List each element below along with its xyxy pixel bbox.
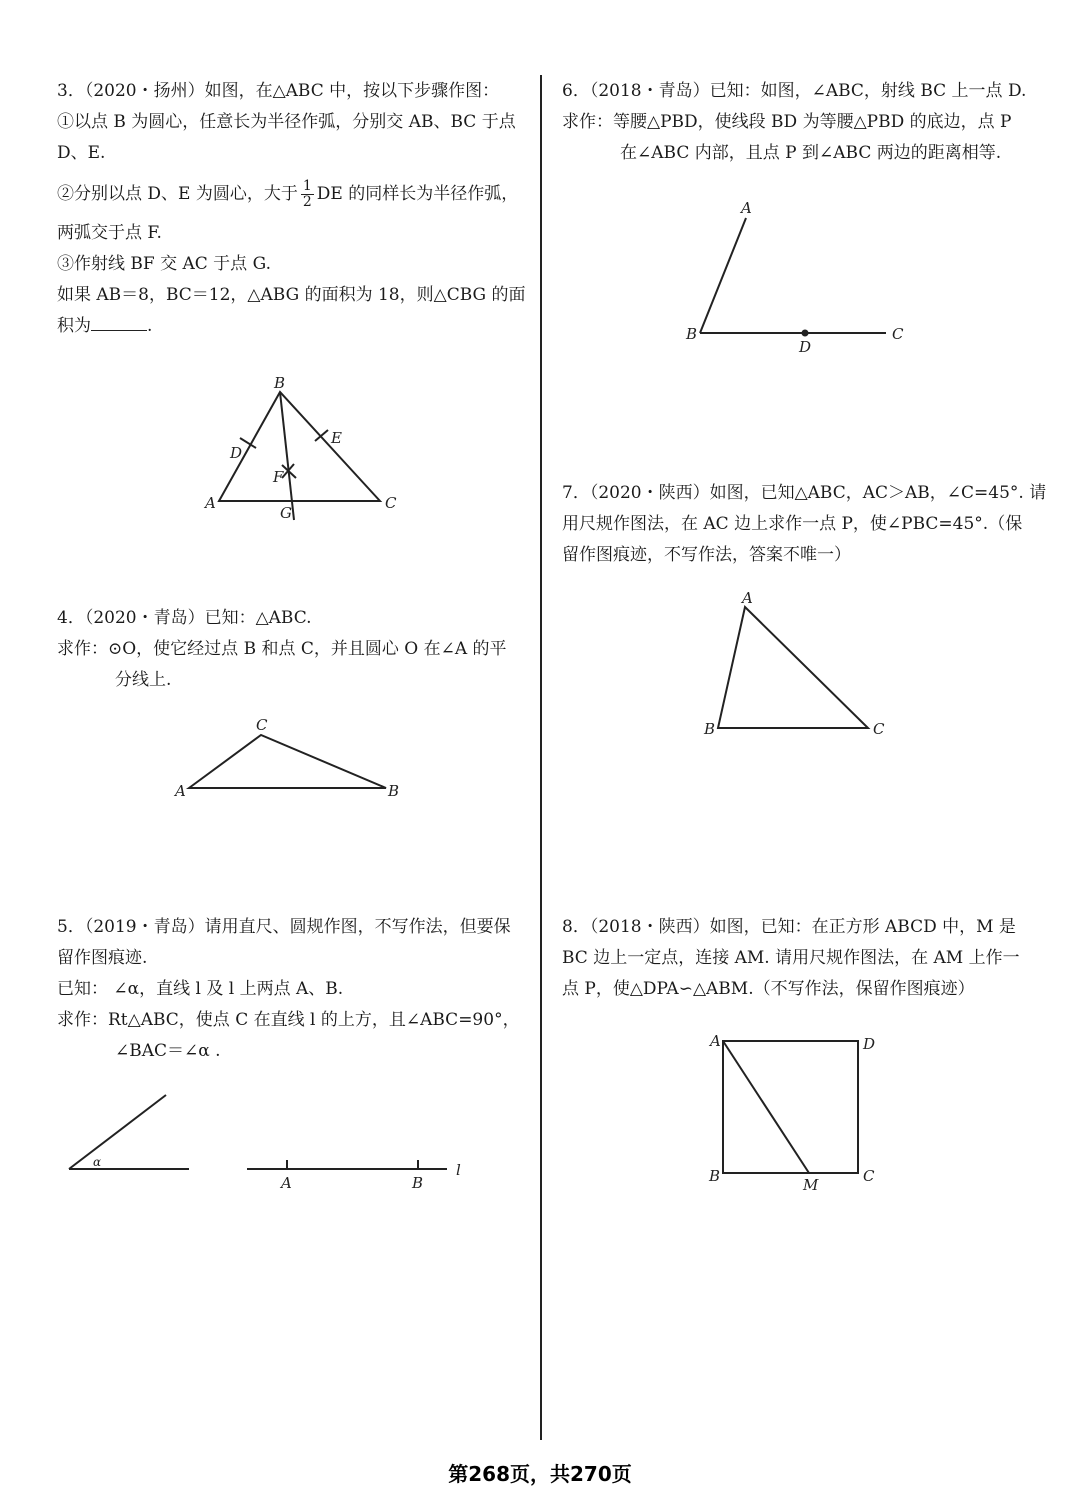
label-c: C xyxy=(892,325,904,343)
problem-5-line: 留作图痕迹. xyxy=(57,948,148,968)
fraction-denominator: 2 xyxy=(302,194,312,210)
problem-5-line: 已知： ∠α，直线 l 及 l 上两点 A、B. xyxy=(57,979,344,999)
problem-3-line: 如果 AB＝8，BC＝12，△ABG 的面积为 18，则△CBG 的面 xyxy=(57,285,526,305)
problem-8-line: 点 P，使△DPA∽△ABM.（不写作法，保留作图痕迹） xyxy=(562,979,975,999)
problem-3-line: D、E. xyxy=(57,143,106,163)
segment-am xyxy=(723,1041,809,1173)
problem-3-text: ②分别以点 D、E 为圆心，大于 xyxy=(57,184,298,204)
problem-3-text: 积为 xyxy=(57,316,91,336)
problem-7-line: 用尺规作图法，在 AC 边上求作一点 P，使∠PBC=45°.（保 xyxy=(562,514,1023,534)
label-m: M xyxy=(803,1176,819,1194)
label-d: D xyxy=(863,1035,876,1053)
problem-3-text: . xyxy=(147,316,153,336)
label-a: A xyxy=(281,1174,292,1192)
problem-4-line: 分线上. xyxy=(115,670,172,690)
label-c: C xyxy=(863,1167,875,1185)
label-a: A xyxy=(205,494,216,512)
label-f: F xyxy=(273,468,284,486)
square-abcd xyxy=(723,1041,858,1173)
label-b: B xyxy=(388,782,400,800)
label-l: l xyxy=(456,1161,461,1179)
problem-3-line: 3．（2020・扬州）如图，在△ABC 中，按以下步骤作图： xyxy=(57,81,500,101)
problem-5-line: 求作：Rt△ABC，使点 C 在直线 l 的上方，且∠ABC=90°， xyxy=(57,1010,520,1030)
problem-3-text: DE 的同样长为半径作弧， xyxy=(316,184,519,204)
label-b: B xyxy=(412,1174,424,1192)
label-b: B xyxy=(709,1167,721,1185)
label-a: A xyxy=(741,199,752,217)
label-b: B xyxy=(704,720,716,738)
label-a: A xyxy=(742,589,753,607)
problem-7-line: 留作图痕迹，不写作法，答案不唯一） xyxy=(562,545,851,565)
label-c: C xyxy=(385,494,397,512)
fraction-numerator: 1 xyxy=(302,178,312,194)
page-footer: 第268页，共270页 xyxy=(448,1462,632,1486)
problem-6-line: 在∠ABC 内部，且点 P 到∠ABC 两边的距离相等. xyxy=(620,143,1002,163)
problem-6-line: 6．（2018・青岛）已知：如图，∠ABC，射线 BC 上一点 D. xyxy=(562,81,1027,101)
problem-6-line: 求作：等腰△PBD，使线段 BD 为等腰△PBD 的底边，点 P xyxy=(562,112,1012,132)
problem-3-line: ①以点 B 为圆心，任意长为半径作弧，分别交 AB、BC 于点 xyxy=(57,112,516,132)
problem-4-line: 4．（2020・青岛）已知：△ABC. xyxy=(57,608,312,628)
label-alpha: α xyxy=(93,1155,102,1169)
label-e: E xyxy=(331,429,342,447)
label-g: G xyxy=(280,504,292,522)
problem-5-line: 5．（2019・青岛）请用直尺、圆规作图，不写作法，但要保 xyxy=(57,917,511,937)
label-c: C xyxy=(256,716,268,734)
label-b: B xyxy=(274,374,286,392)
problem-7-line: 7．（2020・陕西）如图，已知△ABC，AC＞AB，∠C=45°. 请 xyxy=(562,483,1047,503)
label-d: D xyxy=(230,444,243,462)
problem-8-line: BC 边上一定点，连接 AM. 请用尺规作图法，在 AM 上作一 xyxy=(562,948,1020,968)
label-a: A xyxy=(175,782,186,800)
problem-3-line: 两弧交于点 F. xyxy=(57,223,162,243)
label-b: B xyxy=(686,325,698,343)
problem-8-line: 8．（2018・陕西）如图，已知：在正方形 ABCD 中，M 是 xyxy=(562,917,1016,937)
label-a: A xyxy=(710,1032,721,1050)
problem-5-line: ∠BAC＝∠α . xyxy=(115,1041,221,1061)
problem-3-line: ③作射线 BF 交 AC 于点 G. xyxy=(57,254,271,274)
label-c: C xyxy=(873,720,885,738)
label-d: D xyxy=(799,338,812,356)
problem-4-line: 求作：⊙O，使它经过点 B 和点 C，并且圆心 O 在∠A 的平 xyxy=(57,639,507,659)
